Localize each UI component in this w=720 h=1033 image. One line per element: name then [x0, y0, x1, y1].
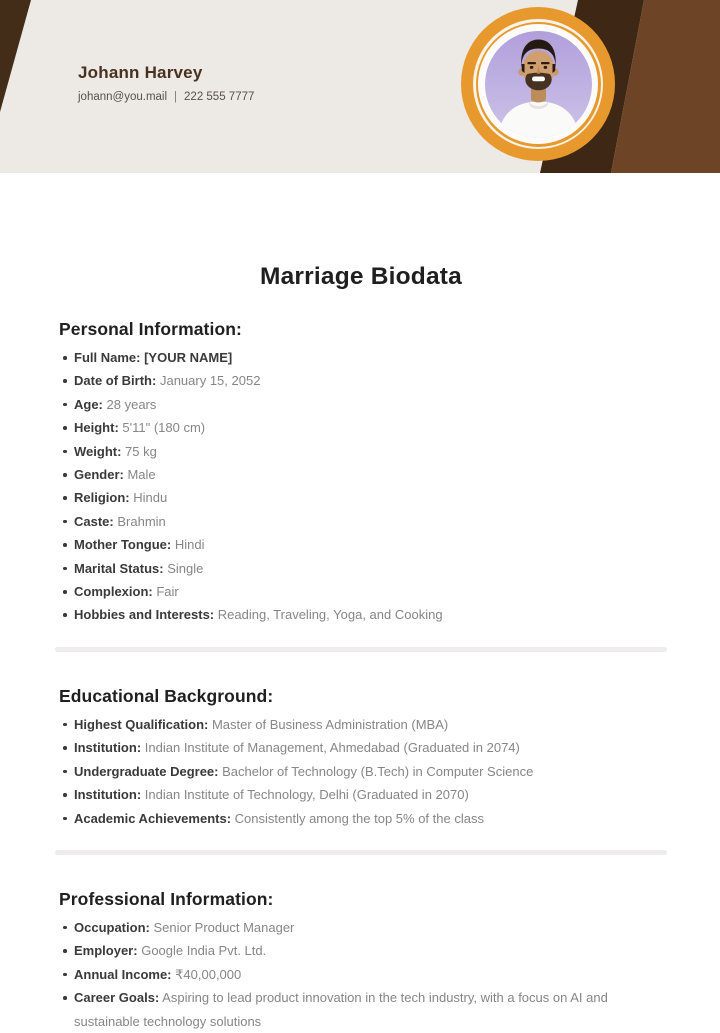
list-item: Gender: Male: [59, 463, 663, 486]
person-name: Johann Harvey: [78, 63, 203, 82]
professional-information-list: [59, 916, 663, 1033]
list-item: Date of Birth: January 15, 2052: [59, 369, 663, 392]
list-item: Mother Tongue: Hindi: [59, 533, 663, 556]
email-text: johann@you.mail: [78, 91, 168, 103]
list-item: Caste: Brahmin: [59, 510, 663, 533]
section-heading: Personal Information:: [59, 319, 242, 339]
list-item: Marital Status: Single: [59, 557, 663, 580]
list-item: Complexion: Fair: [59, 580, 663, 603]
profile-photo-illustration: [485, 31, 592, 138]
list-item: Occupation: Senior Product Manager: [59, 916, 663, 939]
personal-information-list: [59, 346, 663, 627]
section-personal-information: [59, 318, 663, 627]
educational-background-list: [59, 713, 663, 830]
profile-photo-ring: [461, 7, 615, 161]
contact-line: [78, 91, 254, 103]
section-professional-information: [59, 888, 663, 1033]
section-divider: [55, 850, 667, 855]
document-body: [0, 262, 720, 1033]
list-item: Age: 28 years: [59, 393, 663, 416]
section-educational-background: [59, 685, 663, 830]
list-item: Academic Achievements: Consistently among the top 5% of the class: [59, 807, 663, 830]
list-item: Undergraduate Degree: Bachelor of Technology (B.Tech) in Computer Science: [59, 760, 663, 783]
left-corner-accent: [0, 0, 31, 112]
list-item: Institution: Indian Institute of Management, Ahmedabad (Graduated in 2074): [59, 736, 663, 759]
list-item: Weight: 75 kg: [59, 440, 663, 463]
section-divider: [55, 647, 667, 652]
header-banner: [0, 0, 720, 173]
photo-ring-orange-thin: [476, 22, 601, 147]
list-item: Hobbies and Interests: Reading, Traveling, Yoga, and Cooking: [59, 603, 663, 626]
page-title: Marriage Biodata: [260, 263, 462, 290]
list-item: Religion: Hindu: [59, 486, 663, 509]
list-item: Highest Qualification: Master of Business Administration (MBA): [59, 713, 663, 736]
list-item: Height: 5'11" (180 cm): [59, 416, 663, 439]
photo-ring-white-inner: [478, 24, 598, 144]
list-item: Employer: Google India Pvt. Ltd.: [59, 939, 663, 962]
contact-separator: |: [174, 91, 178, 103]
list-item: Institution: Indian Institute of Technology, Delhi (Graduated in 2070): [59, 783, 663, 806]
list-item: Full Name: [YOUR NAME]: [59, 346, 663, 369]
identity-block: [78, 63, 254, 103]
list-item: Annual Income: ₹40,00,000: [59, 963, 663, 986]
section-heading: Educational Background:: [59, 685, 274, 706]
photo-ring-white-outer: [473, 19, 603, 149]
phone-text: 222 555 7777: [184, 91, 255, 103]
section-heading: Professional Information:: [59, 888, 274, 909]
list-item: Career Goals: Aspiring to lead product innovation in the tech industry, with a focus on AI and sustainable technology solutions: [59, 986, 663, 1033]
profile-photo: [485, 31, 592, 138]
